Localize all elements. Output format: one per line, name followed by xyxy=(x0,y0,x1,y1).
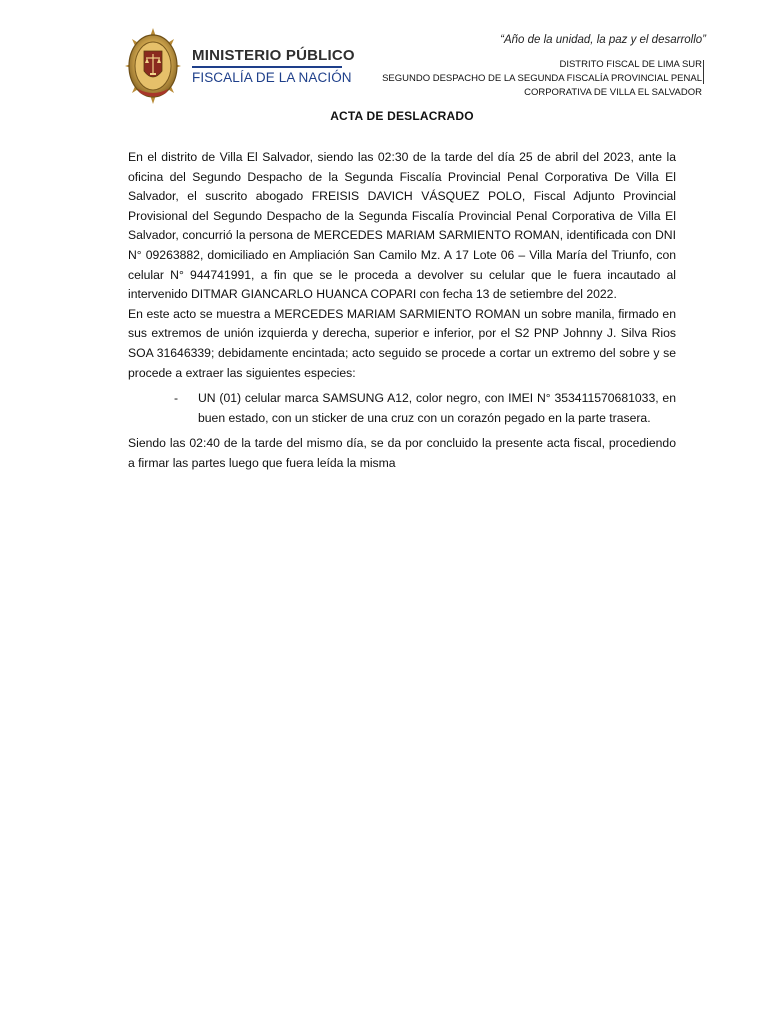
office-line-corporate: CORPORATIVA DE VILLA EL SALVADOR xyxy=(524,87,702,98)
office-divider xyxy=(703,60,705,84)
document-body xyxy=(128,148,676,474)
year-motto: “Año de la unidad, la paz y el desarrollo” xyxy=(500,34,706,46)
office-line-district: DISTRITO FISCAL DE LIMA SUR xyxy=(559,59,702,70)
paragraph-closing: Siendo las 02:40 de la tarde del mismo día, se da por concluido la presente acta fiscal, procediendo a firmar las partes luego que fuera leída la misma xyxy=(128,436,676,470)
office-line-dispatch: SEGUNDO DESPACHO DE LA SEGUNDA FISCALÍA PROVINCIAL PENAL xyxy=(382,73,702,84)
logo-divider xyxy=(192,66,342,68)
institutional-seal-icon xyxy=(124,27,182,105)
list-marker: - xyxy=(174,391,179,406)
institution-logo xyxy=(124,26,356,106)
document-title: ACTA DE DESLACRADO xyxy=(330,109,474,123)
org-subname: FISCALÍA DE LA NACIÓN xyxy=(192,69,352,85)
paragraph-opening: En el distrito de Villa El Salvador, siendo las 02:30 de la tarde del día 25 de abril del 2023, ante la oficina del Segundo Despacho de la Segunda Fiscalía Provincial Penal Corporativa De Villa El Salvador, el suscrito abogado FREISIS DAVICH VÁSQUEZ POLO, Fiscal Adjunto Provincial Provisional del Segundo Despacho de la Segunda Fiscalía Provincial Penal Corporativa de Villa El Salvador, concurrió la persona de MERCEDES MARIAM SARMIENTO ROMAN, identificada con DNI N° 09263882, domiciliado en Ampliación San Camilo Mz. A 17 Lote 06 – Villa María del Triunfo, con celular N° 944741991, a fin que se le proceda a devolver su celular que le fuera incautado al intervenido DITMAR GIANCARLO HUANCA COPARI con fecha 13 de setiembre del 2022. xyxy=(128,150,676,302)
paragraph-procedure: En este acto se muestra a MERCEDES MARIAM SARMIENTO ROMAN un sobre manila, firmado en sus extremos de unión izquierda y derecha, superior e inferior, por el S2 PNP Johnny J. Silva Rios SOA 31646339; debidamente encintada; acto seguido se procede a cortar un extremo del sobre y se procede a extraer las siguientes especies: xyxy=(128,306,676,380)
logo-text xyxy=(192,48,355,85)
list-item xyxy=(174,389,676,428)
items-list xyxy=(128,389,676,428)
org-name: MINISTERIO PÚBLICO xyxy=(192,46,355,64)
office-heading xyxy=(382,58,702,100)
list-item-text: UN (01) celular marca SAMSUNG A12, color negro, con IMEI N° 353411570681033, en buen estado, con un sticker de una cruz con un corazón pegado en la parte trasera. xyxy=(198,391,676,425)
